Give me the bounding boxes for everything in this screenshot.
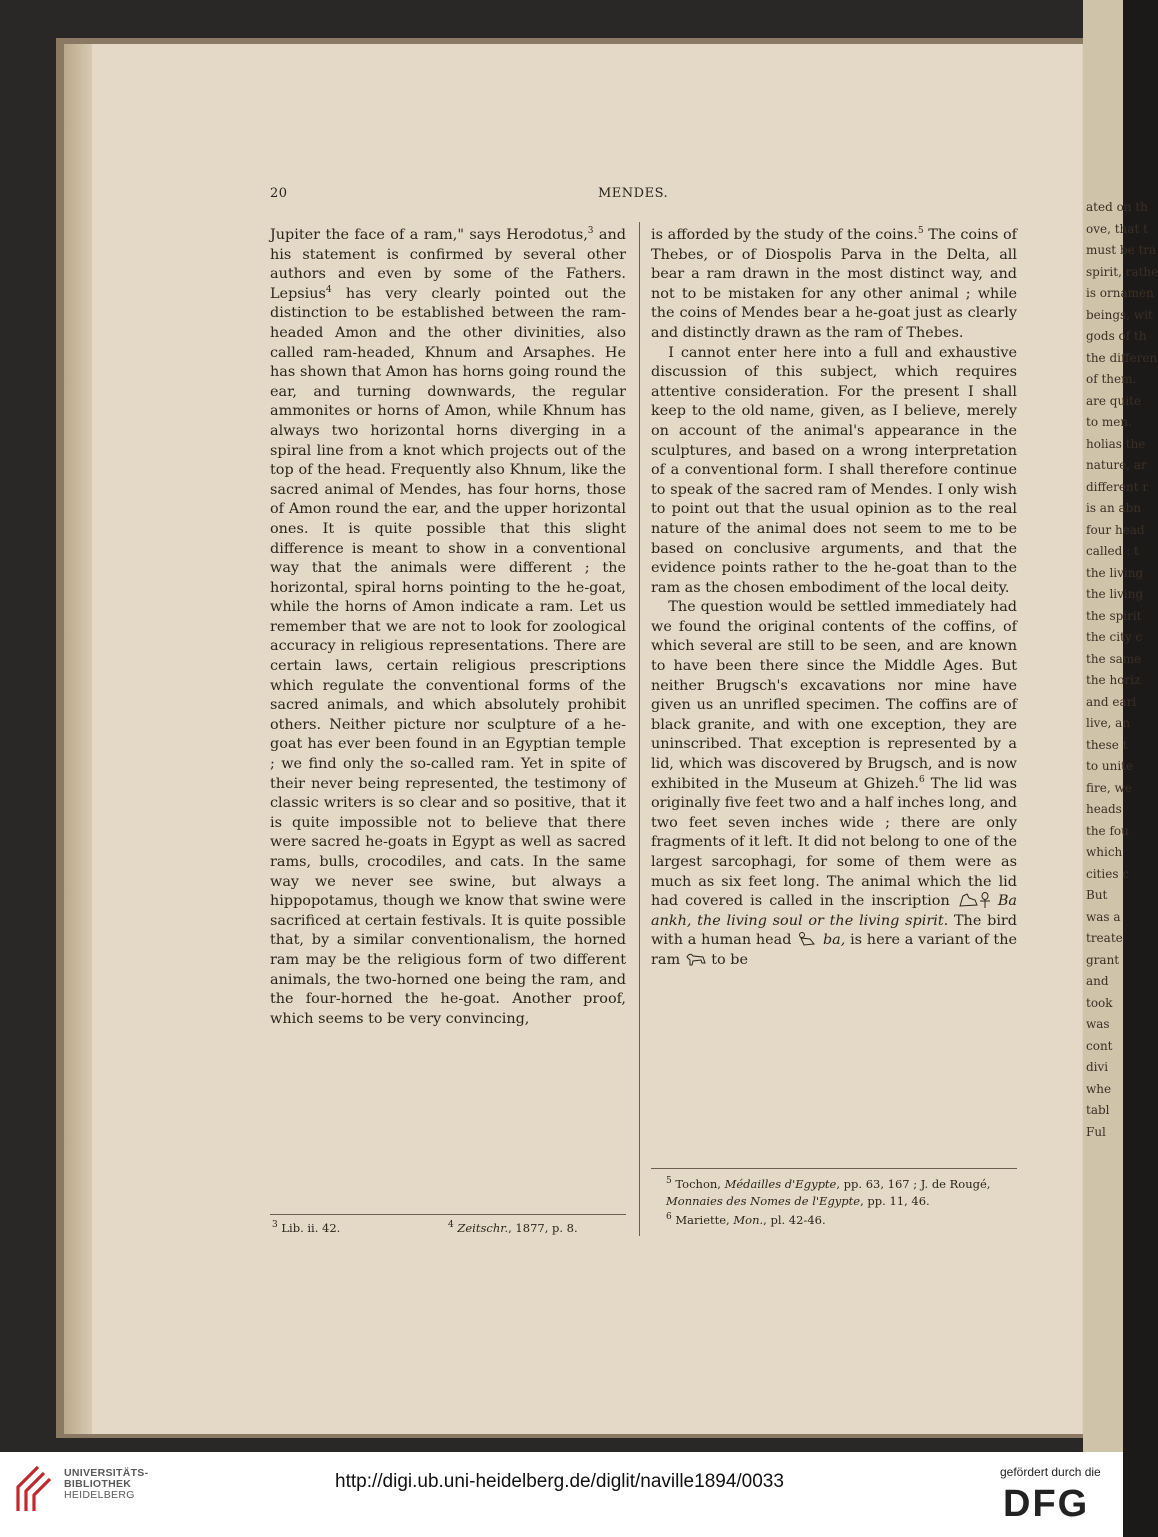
- page-number: 20: [270, 186, 288, 201]
- right-paragraph: is afforded by the study of the coins.$^5$ The coins of Thebes, or of Diospolis Parva in the Delta, all bear a ram drawn in the most distinct way, and not to be mistaken for any other animal ; while the coins of Mendes bear a he-goat just as clearly and distinctly drawn as the ram of Thebes.: [651, 226, 1017, 341]
- facing-page-text-fragment: beings, wit: [1086, 307, 1153, 322]
- permalink-url[interactable]: http://digi.ub.uni-heidelberg.de/diglit/naville1894/0033: [335, 1471, 784, 1492]
- facing-page-text-fragment: heads: [1086, 802, 1122, 816]
- facing-page-text-fragment: called : t: [1086, 544, 1139, 558]
- footnote-rule: [270, 1214, 626, 1215]
- right-paragraph: I cannot enter here into a full and exhaustive discussion of this subject, which requires attentive consideration. For the present I shall keep to the old name, given, as I believe, merely on account of the animal's appearance in the sculptures, and based on a wrong interpretation of a conventional form. I shall therefore continue to speak of the sacred ram of Mendes. I only wish to point out that the usual opinion as to the real nature of the animal does not seem to me to be based on conclusive arguments, and that the evidence points rather to the he-goat than to the ram as the chosen embodiment of the local deity.: [651, 344, 1017, 596]
- footnote-ref: 5: [917, 226, 924, 237]
- right-paragraph: The question would be settled immediately had we found the original contents of the coffins, of which several are still to be seen, and are known to have been there since the Middle Ages. But neither Brugsch's excavations nor mine have given us an unrifled specimen. The coffins are of black granite, and with one exception, they are uninscribed. That exception is represented by a lid, which was discovered by Brugsch, and is now exhibited in the Museum at Ghizeh.$^6$ The lid was originally five feet two and a half inches long, and two feet seven inches wide ; there are only fragments of it left. It did not belong to one of the largest sarcophagi, for some of them were as much as six feet long. The animal which the lid had covered is called in the inscription Ba ankh, the living soul or the living spirit. The bird with a human head ba, is here a variant of the ram to be: [651, 599, 1018, 968]
- dfg-logo: DFG: [1003, 1483, 1090, 1525]
- facing-page-text-fragment: fire, we: [1086, 780, 1132, 795]
- viewer-footer: [0, 1452, 1123, 1537]
- facing-page-text-fragment: spirit, rathe: [1086, 264, 1158, 279]
- footnote-5: $^5$ Tochon, Médailles d'Egypte, pp. 63, 167 ; J. de Rougé, Monnaies des Nomes de l'Egypte, pp. 11, 46.: [666, 1176, 991, 1208]
- institution-name: UNIVERSITÄTS- BIBLIOTHEK HEIDELBERG: [64, 1467, 149, 1501]
- facing-page-text-fragment: gods of th: [1086, 329, 1147, 343]
- facing-page-text-fragment: the living: [1086, 565, 1144, 580]
- facing-page-text-fragment: to men.: [1086, 415, 1132, 429]
- facing-page-text-fragment: these t: [1086, 737, 1128, 752]
- facing-page-text-fragment: Ful: [1086, 1124, 1106, 1139]
- human-headed-bird-icon: [796, 931, 818, 947]
- facing-page-text-fragment: to unite: [1086, 759, 1134, 773]
- left-paragraph: Jupiter the face of a ram," says Herodotus,$^3$ and his statement is confirmed by several other authors and even by some of the Fathers. Lepsius$^4$ has very clearly pointed out the distinction to be established between the ram-headed Amon and the other divinities, also called ram-headed, Khnum and Arsaphes. He has shown that Amon has horns going round the ear, and turning downwards, the regular ammonites or horns of Amon, while Khnum has always two horizontal horns diverging in a spiral line from a knot which projects out of the top of the head. Frequently also Khnum, like the sacred animal of Mendes, has four horns, those of Amon round the ear, and the upper horizontal ones. It is quite possible that this slight difference is meant to show in a conventional way that the animals were different ; the horizontal, spiral horns pointing to the he-goat, while the horns of Amon indicate a ram. Let us remember that we are not to look for zoological accuracy in religious representations. There are certain laws, certain religious prescriptions which regulate the conventional forms of the sacred animals, and which absolutely prohibit others. Neither picture nor sculpture of a he-goat has ever been found in an Egyptian temple ; we find only the so-called ram. Yet in spite of their never being represented, the testimony of classic writers is so clear and so positive, that it is quite impossible not to believe that there were sacred he-goats in Egypt as well as sacred rams, bulls, crocodiles, and cats. In the same way we never see swine, but always a hippopotamus, though we know that swine were sacrificed at certain festivals. It is quite possible that, by a similar conventionalism, the horned ram may be the religious form of two different animals, the two-horned one being the ram, and the four-horned the he-goat. Another proof, which seems to be very convincing,: [270, 226, 626, 1027]
- facing-page-text-fragment: was: [1086, 1017, 1110, 1031]
- facing-page-text-fragment: and earl: [1086, 694, 1137, 709]
- footnote-rule: [651, 1168, 1017, 1169]
- facing-page-text-fragment: ated on th: [1086, 200, 1148, 214]
- left-column: [270, 226, 626, 1029]
- ram-hieroglyph-icon: [685, 951, 707, 967]
- facing-page-text-fragment: took: [1086, 995, 1113, 1010]
- facing-page-text-fragment: different r: [1086, 479, 1149, 494]
- facing-page-text-fragment: treate: [1086, 931, 1123, 945]
- facing-page-text-fragment: which: [1086, 845, 1123, 859]
- facing-page-text-fragment: the fou: [1086, 823, 1129, 838]
- facing-page-text-fragment: and: [1086, 974, 1109, 988]
- column-divider: [639, 222, 640, 1236]
- running-head: MENDES.: [598, 186, 669, 201]
- facing-page-text-fragment: must be tra: [1086, 243, 1157, 257]
- footnote-6: $^6$ Mariette, Mon., pl. 42-46.: [666, 1212, 826, 1227]
- facing-page-text-fragment: four head: [1086, 522, 1145, 537]
- footnote-4: $^4$ Zeitschr., 1877, p. 8.: [448, 1220, 578, 1235]
- footnote-ref: 6: [919, 774, 925, 785]
- facing-page-text-fragment: cont: [1086, 1038, 1113, 1053]
- facing-page-text-fragment: holias the: [1086, 436, 1146, 451]
- footnote-ref: 3: [587, 226, 594, 237]
- facing-page-text-fragment: ove, that t: [1086, 221, 1148, 236]
- facing-page-text-fragment: the differen: [1086, 350, 1158, 365]
- facing-page-text-fragment: the horiz: [1086, 673, 1141, 687]
- facing-page-text-fragment: the living: [1086, 587, 1144, 601]
- facing-page-text-fragment: is ornamen: [1086, 286, 1154, 300]
- footnote-3: $^3$ Lib. ii. 42.: [272, 1220, 341, 1235]
- ankh-hieroglyph-icon: [979, 892, 991, 908]
- facing-page-text-fragment: was a: [1086, 909, 1121, 924]
- facing-page-text-fragment: are quite: [1086, 393, 1141, 408]
- facing-page-text-fragment: cities c: [1086, 866, 1130, 881]
- footnote-ref: 4: [325, 284, 332, 295]
- facing-page-text-fragment: the same: [1086, 651, 1142, 666]
- page-gutter: [64, 44, 92, 1434]
- facing-page-text-fragment: tabl: [1086, 1103, 1110, 1117]
- university-library-logo-icon: [14, 1463, 58, 1515]
- ba-bird-hieroglyph-icon: [957, 892, 979, 908]
- right-column: [651, 226, 1017, 971]
- facing-page-text-fragment: live, an: [1086, 716, 1131, 730]
- facing-page-text-fragment: the city c: [1086, 630, 1143, 644]
- facing-page-text-fragment: grant: [1086, 952, 1120, 967]
- facing-page-text-fragment: whe: [1086, 1081, 1112, 1096]
- facing-page-text-fragment: the spirit: [1086, 608, 1142, 623]
- facing-page-text-fragment: nature, ar: [1086, 458, 1147, 472]
- funding-note: gefördert durch die: [1000, 1465, 1101, 1479]
- facing-page-text-fragment: of them.: [1086, 372, 1137, 386]
- facing-page-text-fragment: divi: [1086, 1060, 1109, 1074]
- facing-page-text-fragment: But: [1086, 888, 1108, 902]
- facing-page-text-fragment: is an abn: [1086, 501, 1142, 515]
- facing-page-edge: [1083, 0, 1158, 1452]
